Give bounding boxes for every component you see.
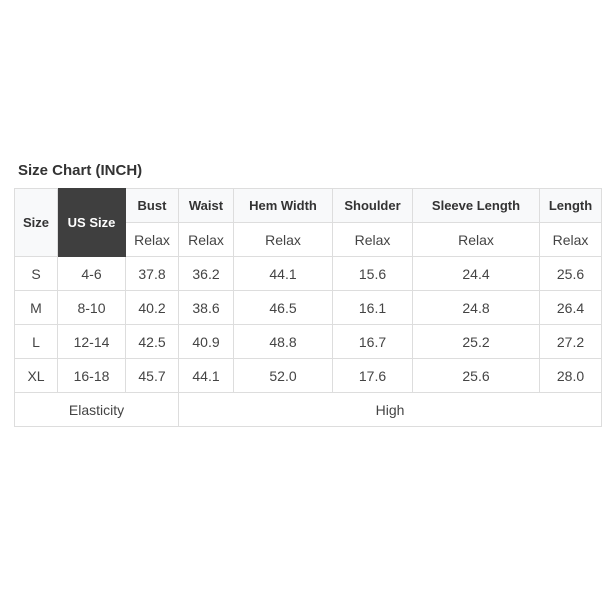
elasticity-label: Elasticity xyxy=(15,393,179,427)
table-cell: 45.7 xyxy=(126,359,179,393)
fit-cell-length: Relax xyxy=(540,223,602,257)
table-cell: 15.6 xyxy=(333,257,413,291)
table-cell: 16.7 xyxy=(333,325,413,359)
us-size-column-header: US Size xyxy=(58,189,126,257)
table-cell: 40.9 xyxy=(179,325,234,359)
table-row-l xyxy=(15,325,602,359)
table-cell: 40.2 xyxy=(126,291,179,325)
table-cell: 36.2 xyxy=(179,257,234,291)
us-size-value: 8-10 xyxy=(58,291,126,325)
size-label: L xyxy=(15,325,58,359)
table-cell: 16.1 xyxy=(333,291,413,325)
fit-cell-shoulder: Relax xyxy=(333,223,413,257)
table-row-s xyxy=(15,257,602,291)
header-hem-width: Hem Width xyxy=(234,189,333,223)
size-label: S xyxy=(15,257,58,291)
table-cell: 37.8 xyxy=(126,257,179,291)
fit-cell-sleeve-length: Relax xyxy=(413,223,540,257)
header-shoulder: Shoulder xyxy=(333,189,413,223)
table-cell: 44.1 xyxy=(234,257,333,291)
fit-cell-hem-width: Relax xyxy=(234,223,333,257)
table-cell: 25.6 xyxy=(413,359,540,393)
table-row-m xyxy=(15,291,602,325)
size-chart-table xyxy=(14,188,602,427)
table-cell: 25.6 xyxy=(540,257,602,291)
table-cell: 46.5 xyxy=(234,291,333,325)
table-cell: 24.8 xyxy=(413,291,540,325)
elasticity-value: High xyxy=(179,393,602,427)
size-column-header: Size xyxy=(15,189,58,257)
table-row-xl xyxy=(15,359,602,393)
size-chart-title: Size Chart (INCH) xyxy=(18,162,143,179)
header-sleeve-length: Sleeve Length xyxy=(413,189,540,223)
table-cell: 42.5 xyxy=(126,325,179,359)
table-cell: 48.8 xyxy=(234,325,333,359)
table-cell: 38.6 xyxy=(179,291,234,325)
size-label: M xyxy=(15,291,58,325)
table-cell: 24.4 xyxy=(413,257,540,291)
header-length: Length xyxy=(540,189,602,223)
fit-cell-bust: Relax xyxy=(126,223,179,257)
table-cell: 52.0 xyxy=(234,359,333,393)
table-row-elasticity xyxy=(15,393,602,427)
table-cell: 26.4 xyxy=(540,291,602,325)
header-waist: Waist xyxy=(179,189,234,223)
us-size-value: 4-6 xyxy=(58,257,126,291)
us-size-value: 16-18 xyxy=(58,359,126,393)
size-label: XL xyxy=(15,359,58,393)
fit-cell-waist: Relax xyxy=(179,223,234,257)
table-cell: 17.6 xyxy=(333,359,413,393)
header-row-measures xyxy=(15,189,602,223)
table-cell: 25.2 xyxy=(413,325,540,359)
us-size-value: 12-14 xyxy=(58,325,126,359)
table-cell: 27.2 xyxy=(540,325,602,359)
table-cell: 44.1 xyxy=(179,359,234,393)
table-cell: 28.0 xyxy=(540,359,602,393)
header-bust: Bust xyxy=(126,189,179,223)
